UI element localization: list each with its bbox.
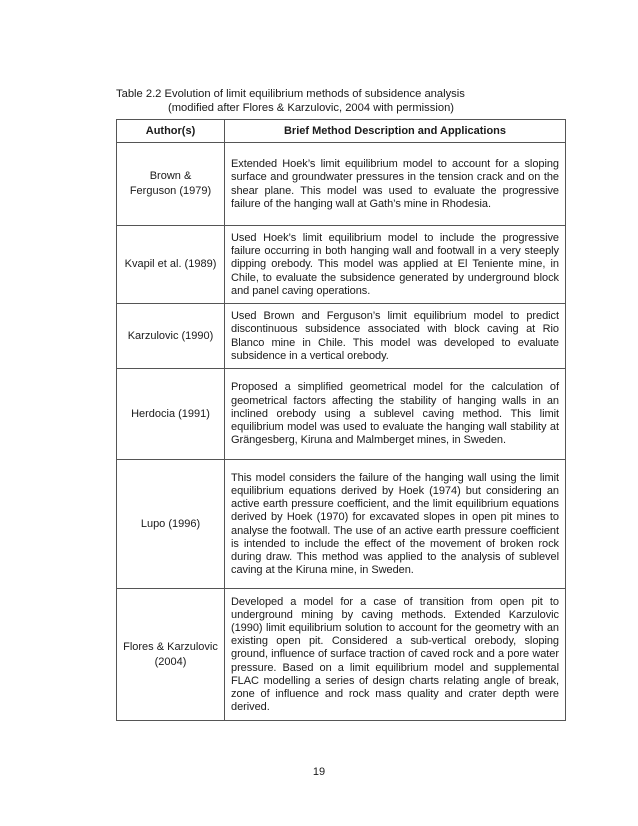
table-row: [117, 304, 566, 369]
table-row: [117, 143, 566, 226]
author-cell: [117, 143, 225, 226]
subsidence-methods-table: [116, 119, 566, 721]
caption-line-1: Table 2.2 Evolution of limit equilibrium methods of subsidence analysis: [116, 88, 465, 100]
description-cell: Extended Hoek’s limit equilibrium model to account for a sloping surface and groundwater pressures in the tension crack and on the shear plane. This model was used to evaluate the progressive failure of the hanging wall at Gath’s mine in Rhodesia.: [225, 143, 566, 226]
author-line: Karzulovic (1990): [127, 329, 214, 342]
author-line: Ferguson (1979): [129, 185, 212, 197]
table-row: [117, 589, 566, 721]
caption-line-2: (modified after Flores & Karzulovic, 2004 with permission): [168, 102, 455, 114]
table-caption: [116, 87, 576, 115]
table-row: [117, 460, 566, 589]
header-authors: Author(s): [117, 120, 225, 143]
table-row: [117, 226, 566, 304]
author-line: Brown &: [149, 170, 192, 182]
author-line: Lupo (1996): [140, 517, 201, 530]
author-line: Kvapil et al. (1989): [124, 258, 217, 270]
header-description: Brief Method Description and Applications: [225, 120, 566, 143]
description-cell: This model considers the failure of the hanging wall using the limit equilibrium equations derived by Hoek (1974) but considering an active earth pressure coefficient, and the limit equilibrium equations derived by Hoek (1970) for excavated slopes in open pit mines to analyse the footwall. The use of an active earth pressure coefficient is intended to include the effect of the movement of broken rock during draw. This method was applied to the analysis of sublevel caving at the Kiruna mine, in Sweden.: [225, 460, 566, 589]
author-line: (2004): [154, 655, 187, 668]
description-cell: Proposed a simplified geometrical model for the calculation of geometrical factors affecting the stability of hanging walls in an inclined orebody using a sublevel caving method. This limit equilibrium model was used to evaluate the hanging wall stability at Grängesberg, Kiruna and Malmberget mines, in Sweden.: [225, 369, 566, 460]
author-cell: [117, 369, 225, 460]
description-cell: Developed a model for a case of transition from open pit to underground mining by caving methods. Extended Karzulovic (1990) limit equilibrium solution to account for the geometry with an existing open pit. Considered a sub-vertical orebody, sloping ground, influence of surface traction of caved rock and a pore water pressure. Based on a limit equilibrium model and supplemental FLAC modelling a series of design charts relating angle of break, zone of influence and rock mass quality and crater depth were derived.: [225, 589, 566, 721]
author-line: Herdocia (1991): [131, 407, 210, 420]
author-cell: [117, 226, 225, 304]
author-cell: [117, 304, 225, 369]
description-cell: Used Hoek’s limit equilibrium model to include the progressive failure occurring in both hanging wall and footwall in a very steeply dipping orebody. This model was applied at El Teniente mine, in Chile, to evaluate the subsidence generated by underground block and panel caving operations.: [225, 226, 566, 304]
table-row: [117, 369, 566, 460]
author-cell: [117, 589, 225, 721]
author-cell: [117, 460, 225, 589]
description-cell: Used Brown and Ferguson’s limit equilibrium model to predict discontinuous subsidence associated with block caving at Rio Blanco mine in Chile. This model was developed to evaluate subsidence in a vertical orebody.: [225, 304, 566, 369]
page-number: 19: [312, 766, 326, 778]
author-line: Flores & Karzulovic: [123, 640, 218, 653]
table-header-row: [117, 120, 566, 143]
